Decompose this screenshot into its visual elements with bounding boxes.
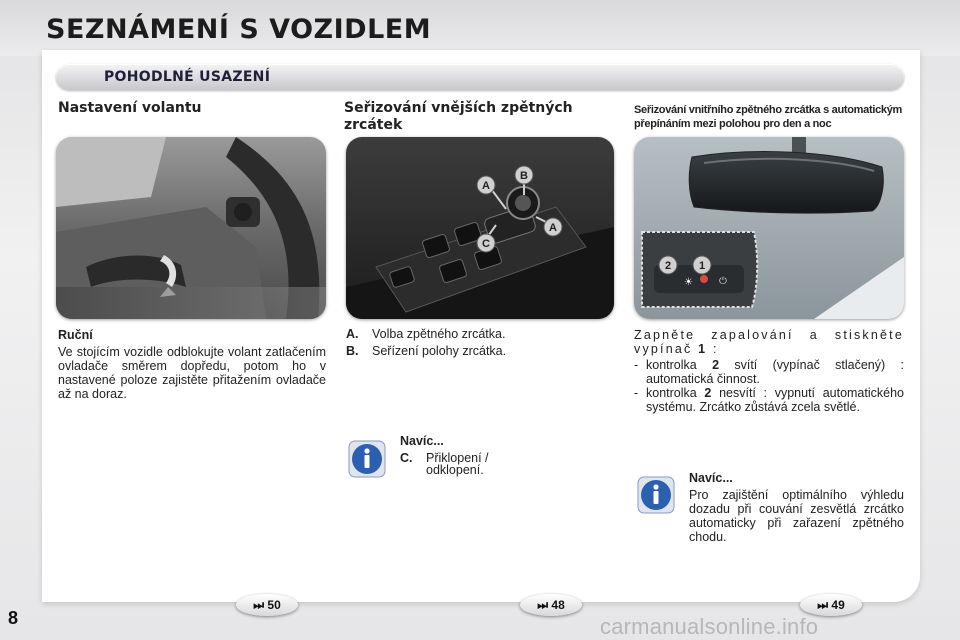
steering-photo — [56, 137, 326, 319]
exterior-mirror-heading — [344, 100, 614, 134]
svg-text:⏻: ⏻ — [719, 276, 727, 287]
interior-mirror-heading-line1: Seřizování vnitřního zpětného zrcátka s automatickým — [634, 104, 903, 116]
exterior-mirror-heading-line2: zrcátek — [344, 117, 403, 133]
door-controls-photo — [346, 137, 614, 319]
callout-label-b: B — [520, 170, 528, 182]
fast-forward-icon: ⏭ — [253, 598, 265, 612]
interior-intro — [634, 328, 904, 356]
bullet-1-dash: - — [634, 358, 639, 372]
steering-text: Ve stojícím vozidle odblokujte volant zatlačením ovladače směrem dopředu, potom ho v nastavené poloze zajistěte přitažením ovladače až na doraz. — [58, 345, 326, 401]
item-a — [346, 327, 505, 342]
callout-label-c: C — [482, 238, 490, 250]
callout-label-1: 1 — [698, 260, 706, 272]
interior-intro-text: Zapněte zapalování a stiskněte vypínač — [634, 328, 904, 356]
bullet-2 — [634, 386, 904, 414]
steering-heading: Nastavení volantu — [58, 100, 202, 116]
note-c-text1: Přiklopení / — [426, 451, 489, 465]
note-title: Navíc... — [400, 434, 444, 448]
interior-mirror-heading-line2: přepínáním mezi polohou pro den a noc — [634, 118, 832, 130]
page-title: SEZNÁMENÍ S VOZIDLEM — [46, 14, 432, 45]
bullet-2-bold: 2 — [704, 386, 712, 400]
callout-b — [515, 166, 533, 184]
fast-forward-icon: ⏭ — [537, 598, 549, 612]
interior-note-title: Navíc... — [689, 471, 733, 485]
callout-a-top — [477, 176, 495, 194]
interior-mirror-photo — [634, 137, 904, 319]
page-ref-50-label: 50 — [267, 598, 281, 612]
svg-text:☀: ☀ — [684, 277, 693, 288]
interior-intro-bold: 1 — [698, 342, 708, 356]
item-a-label: A. — [346, 327, 359, 341]
watermark: carmanualsonline.info — [600, 614, 819, 639]
page-ref-49[interactable] — [800, 594, 862, 616]
item-b-text: Seřízení polohy zrcátka. — [372, 344, 507, 358]
item-b-label: B. — [346, 344, 359, 358]
page-ref-48[interactable] — [520, 594, 582, 616]
page-ref-50[interactable] — [236, 594, 298, 616]
item-a-text: Volba zpětného zrcátka. — [372, 327, 506, 341]
note-c-line2: odklopení. — [426, 463, 484, 477]
info-icon — [637, 476, 675, 514]
bullet-2-pre: kontrolka — [646, 386, 697, 400]
callout-label-a2: A — [549, 222, 557, 234]
callout-c — [477, 234, 495, 252]
bullet-2-dash: - — [634, 386, 639, 400]
interior-mirror-heading — [634, 103, 924, 131]
item-b — [346, 344, 506, 359]
page-number: 8 — [8, 608, 19, 628]
callout-2 — [659, 256, 677, 274]
callout-label-2: 2 — [664, 260, 672, 272]
info-icon — [348, 440, 386, 478]
callout-a-right — [544, 218, 562, 236]
page-ref-48-label: 48 — [551, 598, 565, 612]
bullet-2-post: nesvítí : vypnutí automatického systému. Zrcátko zůstává zcela světlé. — [646, 386, 904, 414]
bullet-1 — [634, 358, 904, 386]
section-title: POHODLNÉ USAZENÍ — [104, 69, 271, 85]
bullet-1-pre: kontrolka — [646, 358, 697, 372]
bullet-1-bold: 2 — [712, 358, 720, 372]
callout-label-a1: A — [482, 180, 490, 192]
exterior-mirror-heading-line1: Seřizování vnějších zpětných — [344, 100, 573, 116]
fast-forward-icon: ⏭ — [817, 598, 829, 612]
interior-note-text: Pro zajištění optimálního výhledu dozadu při couvání zesvětlá zrcátko automaticky při zařazení zpětného chodu. — [689, 488, 904, 544]
note-c-label: C. — [400, 451, 413, 465]
bullet-1-post: svítí (vypínač stlačený) : automatická činnost. — [646, 358, 904, 386]
callout-1 — [693, 256, 711, 274]
manual-subheading: Ruční — [58, 328, 93, 342]
interior-intro-end: : — [713, 342, 719, 356]
page-ref-49-label: 49 — [831, 598, 845, 612]
